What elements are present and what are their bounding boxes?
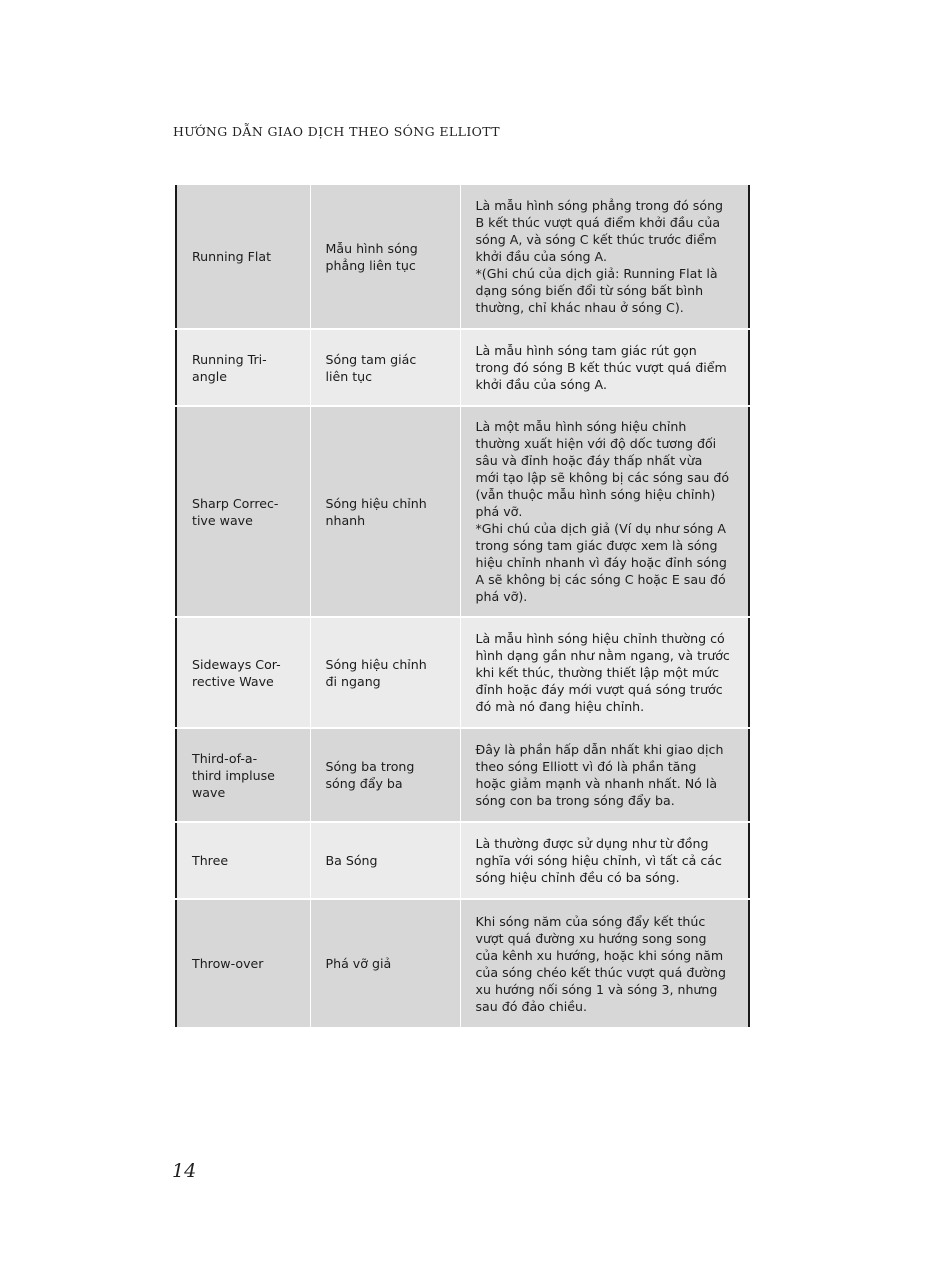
definition-cell (460, 406, 749, 617)
term-cell (176, 822, 310, 899)
definition-line: theo sóng Elliott vì đó là phần tăng (475, 759, 697, 774)
definition-line: phá vỡ). (475, 589, 528, 604)
term-line: rective Wave (192, 673, 274, 689)
definition-line: trong sóng tam giác được xem là sóng (475, 538, 718, 553)
term-line: Three (192, 853, 229, 868)
table-row (176, 329, 749, 406)
translation-line: nhanh (325, 512, 366, 528)
definition-cell (460, 617, 749, 728)
table-row (176, 822, 749, 899)
term-cell (176, 617, 310, 728)
definition-line: *(Ghi chú của dịch giả: Running Flat là (475, 266, 718, 281)
table-row (176, 728, 749, 822)
definition-line: thường xuất hiện với độ dốc tương đối (475, 436, 717, 451)
table-row (176, 185, 749, 329)
definition-cell (460, 822, 749, 899)
definition-line: khởi đầu của sóng A. (475, 249, 607, 264)
term-cell (176, 185, 310, 329)
definition-line: B kết thúc vượt quá điểm khởi đầu của (475, 215, 721, 230)
definition-line: của sóng chéo kết thúc vượt quá đường (475, 964, 726, 980)
glossary-table (175, 185, 750, 1027)
definition-cell (460, 728, 749, 822)
term-line: angle (192, 368, 227, 384)
translation-line: Sóng ba trong (325, 759, 415, 774)
translation-line: Sóng tam giác (325, 351, 417, 367)
term-cell (176, 728, 310, 822)
term-cell (176, 406, 310, 617)
definition-line: Là mẫu hình sóng phẳng trong đó sóng (475, 198, 724, 213)
definition-line: khởi đầu của sóng A. (475, 377, 607, 392)
definition-line: khi kết thúc, thường thiết lập một mức (475, 665, 720, 680)
definition-line: A sẽ không bị các sóng C hoặc E sau đó (475, 572, 726, 587)
term-line: Sharp Correc- (192, 495, 279, 511)
term-cell (176, 329, 310, 406)
translation-line: Ba Sóng (325, 853, 378, 868)
term-line: tive wave (192, 512, 253, 528)
definition-line: sau đó đảo chiều. (475, 998, 588, 1014)
definition-line: Là thường được sử dụng như từ đồng (475, 836, 709, 851)
definition-line: dạng sóng biến đổi từ sóng bất bình (475, 283, 704, 298)
definition-cell (460, 899, 749, 1027)
definition-line: hoặc giảm mạnh và nhanh nhất. Nó là (475, 776, 718, 791)
translation-cell (310, 899, 460, 1027)
definition-line: *Ghi chú của dịch giả (Ví dụ như sóng A (475, 521, 726, 536)
definition-line: nghĩa với sóng hiệu chỉnh, vì tất cả các (475, 853, 722, 868)
definition-line: thường, chỉ khác nhau ở sóng C). (475, 300, 684, 315)
definition-line: đỉnh hoặc đáy mới vượt quá sóng trước (475, 682, 723, 697)
translation-cell (310, 617, 460, 728)
definition-line: Khi sóng năm của sóng đẩy kết thúc (475, 913, 706, 929)
translation-cell (310, 329, 460, 406)
term-line: Throw-over (192, 956, 264, 971)
definition-line: hình dạng gần như nằm ngang, và trước (475, 648, 730, 663)
term-line: Running Tri- (192, 351, 267, 367)
translation-line: Sóng hiệu chỉnh (325, 656, 427, 672)
definition-line: mới tạo lập sẽ không bị các sóng sau đó (475, 470, 730, 485)
term-line: Running Flat (192, 249, 272, 264)
translation-line: Phá vỡ giả (325, 956, 392, 971)
definition-line: Đây là phần hấp dẫn nhất khi giao dịch (475, 742, 724, 757)
definition-line: đó mà nó đang hiệu chỉnh. (475, 699, 645, 714)
definition-line: sâu và đỉnh hoặc đáy thấp nhất vừa (475, 453, 703, 468)
definition-line: Là mẫu hình sóng tam giác rút gọn (475, 343, 697, 358)
page-number: 14 (172, 1160, 197, 1182)
term-line: Third-of-a- (192, 750, 258, 766)
term-line: Sideways Cor- (192, 656, 281, 672)
table-row (176, 899, 749, 1027)
table-row (176, 617, 749, 728)
definition-line: vượt quá đường xu hướng song song (475, 930, 707, 946)
term-line: wave (192, 784, 226, 800)
definition-line: sóng hiệu chỉnh đều có ba sóng. (475, 870, 680, 885)
running-header: HƯỚNG DẪN GIAO DỊCH THEO SÓNG ELLIOTT (173, 124, 501, 139)
definition-line: xu hướng nối sóng 1 và sóng 3, nhưng (475, 981, 718, 997)
term-line: third impluse (192, 767, 275, 783)
definition-line: sóng con ba trong sóng đẩy ba. (475, 793, 675, 808)
definition-line: trong đó sóng B kết thúc vượt quá điểm (475, 360, 727, 375)
term-cell (176, 899, 310, 1027)
definition-line: hiệu chỉnh nhanh vì đáy hoặc đỉnh sóng (475, 555, 727, 570)
translation-line: sóng đẩy ba (325, 776, 403, 791)
translation-line: phẳng liên tục (325, 257, 416, 273)
translation-line: đi ngang (325, 673, 381, 689)
translation-cell (310, 728, 460, 822)
table-row (176, 406, 749, 617)
definition-line: phá vỡ. (475, 504, 523, 519)
definition-line: Là một mẫu hình sóng hiệu chỉnh (475, 419, 687, 434)
definition-cell (460, 329, 749, 406)
translation-line: Sóng hiệu chỉnh (325, 495, 427, 511)
glossary-table-body (176, 185, 749, 1027)
definition-line: (vẫn thuộc mẫu hình sóng hiệu chỉnh) (475, 487, 716, 502)
translation-cell (310, 822, 460, 899)
definition-line: Là mẫu hình sóng hiệu chỉnh thường có (475, 631, 725, 646)
translation-line: liên tục (325, 368, 373, 384)
translation-cell (310, 406, 460, 617)
definition-line: sóng A, và sóng C kết thúc trước điểm (475, 232, 717, 247)
translation-line: Mẫu hình sóng (325, 240, 418, 256)
definition-line: của kênh xu hướng, hoặc khi sóng năm (475, 947, 724, 963)
definition-cell (460, 185, 749, 329)
translation-cell (310, 185, 460, 329)
